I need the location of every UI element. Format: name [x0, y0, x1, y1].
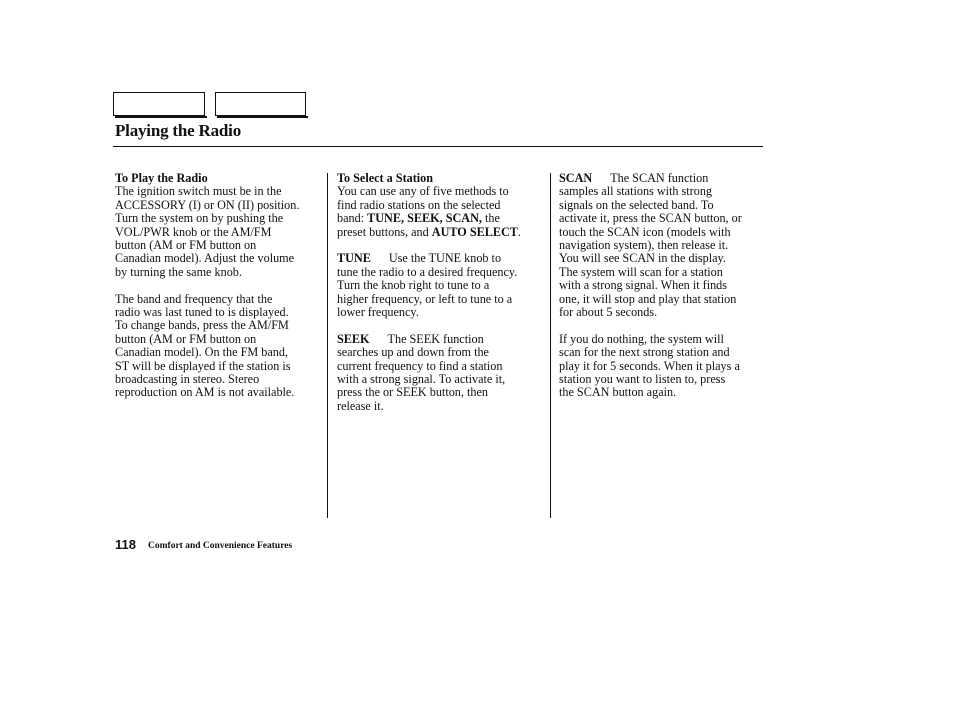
intro-text-a: You can use any of five methods to find radio stations on the selected band: [337, 184, 509, 226]
tune-label: TUNE [337, 251, 371, 266]
scan-label: SCAN [559, 171, 593, 185]
column-select-station [337, 172, 547, 427]
scan-paragraph [559, 172, 769, 319]
intro-text-c: the preset buttons, and [337, 211, 500, 239]
seek-label: SEEK [337, 331, 370, 346]
play-radio-heading: To Play the Radio [115, 171, 208, 185]
column-scan [559, 172, 769, 413]
intro-text-e: . [517, 224, 521, 239]
select-station-heading: To Select a Station [337, 171, 434, 185]
tune-text: Use the TUNE knob to tune the radio to a desired frequency. Turn the knob right to tune to a higher frequency, or left to tune to a lower frequency. [337, 251, 518, 320]
play-radio-paragraph-2: The band and frequency that the radio was last tuned to is displayed. To change bands, press the AM/FM button (AM or FM button on Canadian model). On the FM band, ST will be displayed if the station is broadcasting in stereo. Stereo reproduction on AM is not available. [115, 291, 295, 400]
page-number: 118 [115, 537, 136, 552]
scan-paragraph-2: If you do nothing, the system will scan for the next strong station and play it for 5 seconds. When it plays a station you want to listen to, press the SCAN button again. [559, 331, 740, 400]
column-play-radio [115, 172, 323, 413]
section-tab-2 [215, 92, 306, 116]
page-title: Playing the Radio [115, 121, 242, 140]
column-divider-1 [327, 173, 328, 518]
seek-paragraph [337, 333, 547, 413]
intro-methods: TUNE, SEEK, SCAN, [367, 211, 482, 226]
footer-section-title: Comfort and Convenience Features [148, 541, 293, 551]
intro-auto-select: AUTO SELECT [431, 224, 518, 239]
column-divider-2 [550, 173, 551, 518]
select-station-intro [337, 185, 547, 239]
tune-paragraph [337, 252, 547, 319]
title-rule [113, 146, 763, 147]
play-radio-paragraph-1: The ignition switch must be in the ACCESSORY (I) or ON (II) position. Turn the system on by pushing the VOL/PWR knob or the AM/FM button (AM or FM button on Canadian model). Adjust the volume by turning the same knob. [115, 184, 300, 279]
scan-text: The SCAN function samples all stations with strong signals on the selected band. To activate it, press the SCAN button, or touch the SCAN icon (models with navigation system), then release it. You will see SCAN in the display. The system will scan for a station with a strong signal. When it finds one, it will stop and play that station for about 5 seconds. [559, 171, 742, 320]
section-tab-1 [113, 92, 205, 116]
seek-text: The SEEK function searches up and down from the current frequency to find a station with a strong signal. To activate it, press the or SEEK button, then release it. [337, 331, 506, 413]
